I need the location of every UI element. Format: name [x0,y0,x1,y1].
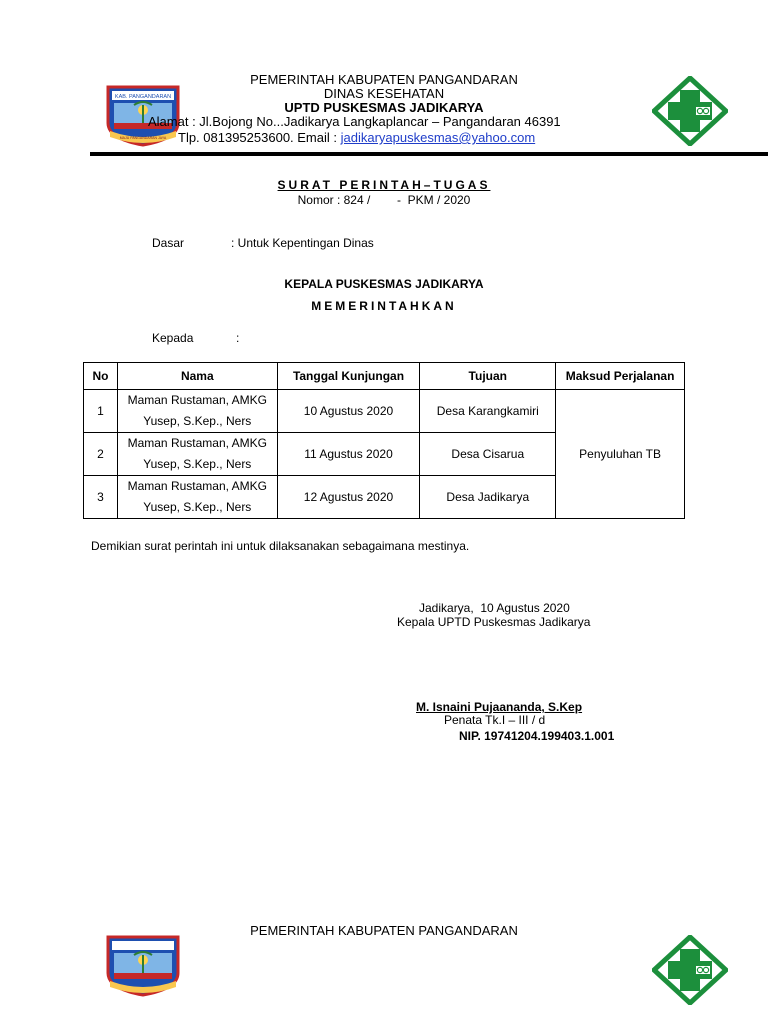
address: Alamat : Jl.Bojong No...Jadikarya Langkaplancar – Pangandaran 46391 [148,114,561,129]
contact-line [178,130,535,145]
emblem-banner-text: KAB. PANGANDARAN [114,94,172,100]
row-names [117,476,277,519]
row-number: 2 [84,433,118,476]
assignment-table [83,362,685,519]
row-names [117,390,277,433]
name-2: Yusep, S.Kep., Ners [143,414,252,428]
to-label: Kepada [152,331,194,345]
place-date: Jadikarya, 10 Agustus 2020 [419,601,570,615]
basis-label: Dasar [152,236,185,250]
phone: Tlp. 081395253600. Email : [178,130,341,145]
command: MEMERINTAHKAN [311,299,457,313]
row-names [117,433,277,476]
unit-name: UPTD PUSKESMAS JADIKARYA [284,100,484,115]
letter-number: Nomor : 824 / - PKM / 2020 [297,193,471,207]
name-2: Yusep, S.Kep., Ners [143,500,252,514]
col-header: Nama [117,363,277,390]
email-link[interactable]: jadikaryapuskesmas@yahoo.com [340,130,536,145]
signatory-name: M. Isnaini Pujaananda, S.Kep [416,700,583,714]
letterhead-rule [90,152,768,156]
row-date: 11 Agustus 2020 [277,433,420,476]
dept-name: DINAS KESEHATAN [323,86,445,101]
col-header: Tanggal Kunjungan [277,363,420,390]
regency-emblem-icon [104,933,182,997]
name-1: Maman Rustaman, AMKG [127,436,267,450]
row-date: 12 Agustus 2020 [277,476,420,519]
row-number: 1 [84,390,118,433]
signatory-rank: Penata Tk.I – III / d [444,713,546,727]
row-destination: Desa Jadikarya [420,476,556,519]
table-header-row [84,363,685,390]
row-number: 3 [84,476,118,519]
col-header: No [84,363,118,390]
emblem-ribbon-text: MAJU PANGANDARAN JAYA [119,136,167,140]
col-header: Tujuan [420,363,556,390]
row-destination: Desa Cisarua [420,433,556,476]
gov-name: PEMERINTAH KABUPATEN PANGANDARAN [250,72,518,87]
basis-value: : Untuk Kepentingan Dinas [231,236,374,250]
issuer: KEPALA PUSKESMAS JADIKARYA [284,277,484,291]
name-2: Yusep, S.Kep., Ners [143,457,252,471]
purpose-cell: Penyuluhan TB [556,390,685,519]
row-date: 10 Agustus 2020 [277,390,420,433]
signatory-nip: NIP. 19741204.199403.1.001 [459,729,615,743]
table-row [84,390,685,433]
closing-sentence: Demikian surat perintah ini untuk dilaksanakan sebagaimana mestinya. [91,539,470,553]
puskesmas-cross-icon [652,935,728,1005]
name-1: Maman Rustaman, AMKG [127,479,267,493]
name-1: Maman Rustaman, AMKG [127,393,267,407]
letter-title: SURAT PERINTAH–TUGAS [277,178,491,192]
col-header: Maksud Perjalanan [556,363,685,390]
row-destination: Desa Karangkamiri [420,390,556,433]
signatory-position: Kepala UPTD Puskesmas Jadikarya [397,615,591,629]
gov-name: PEMERINTAH KABUPATEN PANGANDARAN [250,923,518,938]
to-colon: : [236,331,240,345]
